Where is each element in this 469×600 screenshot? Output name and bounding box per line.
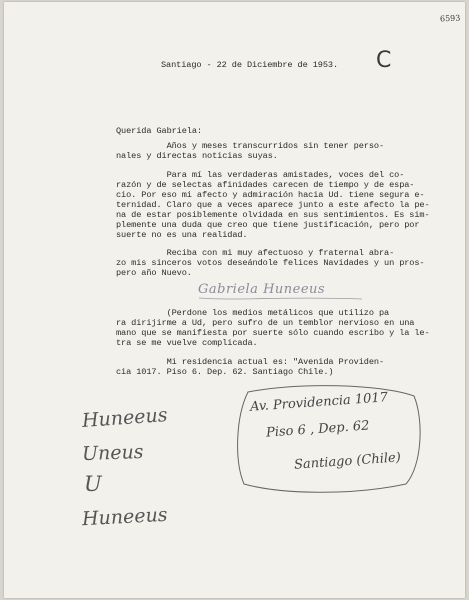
address-line: Av. Providencia 1017 <box>249 390 389 415</box>
text-line: Reciba con mi muy afectuoso y fraternal abra- <box>116 248 395 258</box>
margin-note: Uneus <box>81 440 144 466</box>
text-line: razón y de selectas afinidades carecen de tiempo y de espa- <box>116 180 415 190</box>
signature: Gabriela Huneeus <box>198 282 326 297</box>
text-line: zo mis sinceros votos deseándole felices Navidades y un pros- <box>116 258 425 268</box>
margin-note: Huneeus <box>81 404 169 432</box>
text-line: na de estar posiblemente olvidada en sus sentimientos. Es sim- <box>116 210 430 220</box>
margin-note: Huneeus <box>81 503 169 531</box>
text-line: (Perdone los medios metálicos que utilizo pa <box>116 308 390 318</box>
archive-number: 6593 <box>439 13 461 24</box>
text-line: pero año Nuevo. <box>116 268 192 278</box>
margin-note: U <box>84 472 102 496</box>
salutation: Querida Gabriela: <box>116 126 202 136</box>
text-line: Mi residencia actual es: "Avenida Providen- <box>116 357 385 367</box>
text-line: nales y directas noticias suyas. <box>116 151 278 161</box>
corner-mark: C <box>376 48 392 73</box>
text-line: mano que se manifiesta por suerte sólo cuando escribo y la le- <box>116 328 430 338</box>
text-line: cio. Por eso mi afecto y admiración hacia Ud. tiene segura e- <box>116 190 425 200</box>
text-line: cia 1017. Piso 6. Dep. 62. Santiago Chile.) <box>116 367 334 377</box>
text-line: ra dirijirme a Ud, pero sufro de un temblor nervioso en una <box>116 318 415 328</box>
text-line: ternidad. Claro que a veces aparece junto a este afecto la pe- <box>116 200 430 210</box>
text-line: tra se me vuelve complicada. <box>116 338 258 348</box>
text-line: plemente una duda que creo que tiene justificación, pero por <box>116 220 420 230</box>
text-line: Para mí las verdaderas amistades, voces del co- <box>116 170 405 180</box>
signature-underline <box>197 294 367 302</box>
text-line: suerte no es una realidad. <box>116 230 248 240</box>
text-line: Años y meses transcurridos sin tener perso- <box>116 141 385 151</box>
date-line: Santiago - 22 de Diciembre de 1953. <box>161 60 338 70</box>
address-line: Piso 6 , Dep. 62 <box>265 418 370 441</box>
letter-page <box>4 2 465 598</box>
address-line: Santiago (Chile) <box>293 450 402 473</box>
